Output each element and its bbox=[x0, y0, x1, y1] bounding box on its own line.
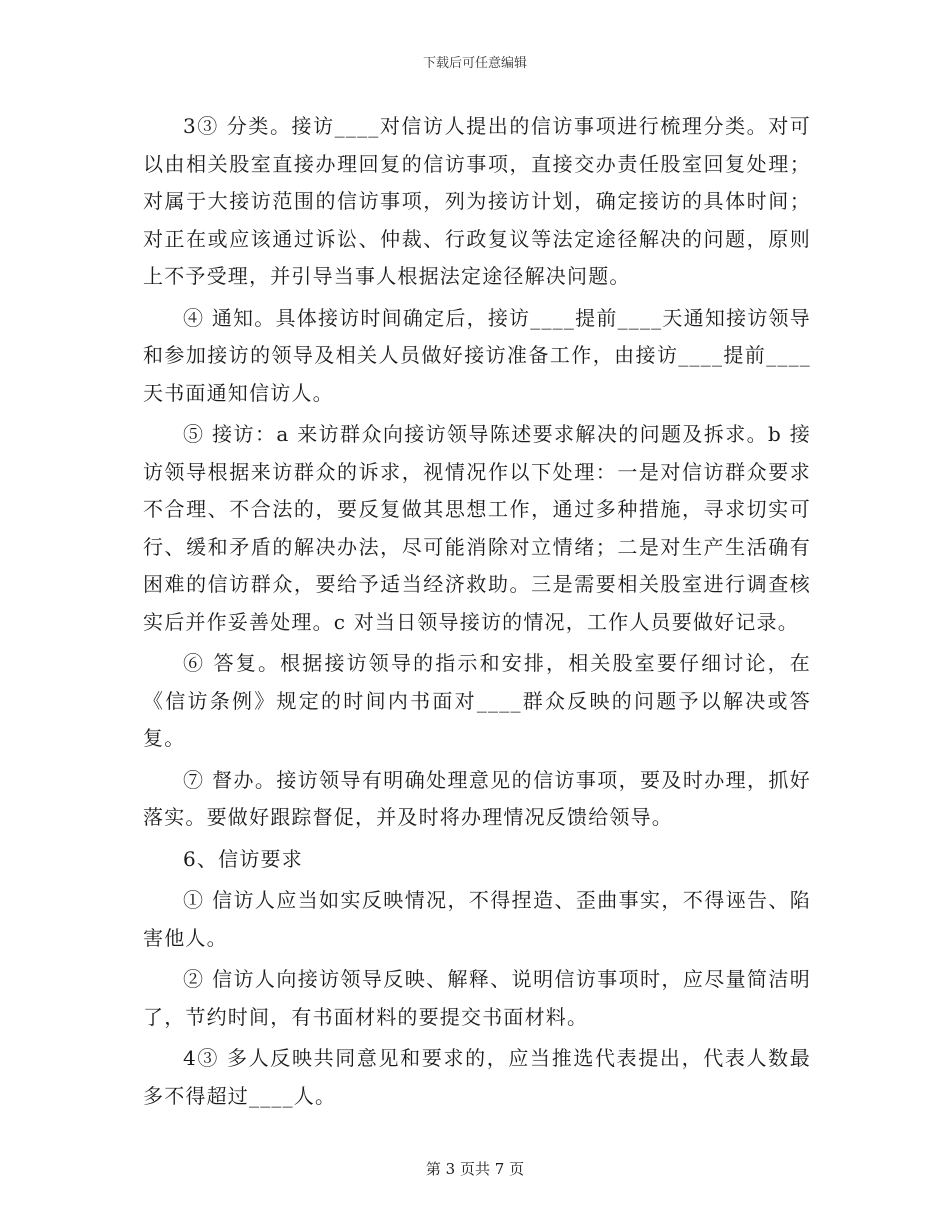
page-header: 下载后可任意编辑 bbox=[422, 56, 527, 71]
section-heading-petition-requirements: 6、信访要求 bbox=[183, 846, 303, 871]
paragraph-notification: ④ 通知。具体接访时间确定后，接访____提前____天通知接访领导和参加接访的领导及相关人员做好接访准备工作，由接访____提前____天书面通知信访人。 bbox=[143, 305, 811, 405]
paragraph-requirement-1: ① 信访人应当如实反映情况，不得捏造、歪曲事实，不得诬告、陷害他人。 bbox=[143, 888, 811, 950]
paragraph-requirement-2: ② 信访人向接访领导反映、解释、说明信访事项时，应尽量简洁明了，节约时间，有书面材料的要提交书面材料。 bbox=[143, 967, 811, 1029]
paragraph-supervision: ⑦ 督办。接访领导有明确处理意见的信访事项，要及时办理，抓好落实。要做好跟踪督促，并及时将办理情况反馈给领导。 bbox=[143, 767, 811, 829]
paragraph-reply: ⑥ 答复。根据接访领导的指示和安排，相关股室要仔细讨论，在《信访条例》规定的时间内书面对____群众反映的问题予以解决或答复。 bbox=[143, 651, 811, 750]
page-footer: 第 3 页共 7 页 bbox=[425, 1160, 525, 1178]
document-body bbox=[143, 108, 811, 1119]
paragraph-reception: ⑤ 接访：a 来访群众向接访领导陈述要求解决的问题及拆求。b 接访领导根据来访群众的诉求，视情况作以下处理：一是对信访群众要求不合理、不合法的，要反复做其思想工作，通过多种措施，寻求切实可行、缓和矛盾的解决办法，尽可能消除对立情绪；二是对生产生活确有困难的信访群众，要给予适当经济救助。三是需要相关股室进行调查核实后并作妥善处理。c 对当日领导接访的情况，工作人员要做好记录。 bbox=[143, 422, 811, 634]
paragraph-requirement-3: 4③ 多人反映共同意见和要求的，应当推选代表提出，代表人数最多不得超过____人。 bbox=[143, 1046, 811, 1108]
paragraph-classification: 3③ 分类。接访____对信访人提出的信访事项进行梳理分类。对可以由相关股室直接办理回复的信访事项，直接交办责任股室回复处理；对属于大接访范围的信访事项，列为接访计划，确定接访的具体时间；对正在或应该通过诉讼、仲裁、行政复议等法定途径解决的问题，原则上不予受理，并引导当事人根据法定途径解决问题。 bbox=[143, 114, 811, 288]
